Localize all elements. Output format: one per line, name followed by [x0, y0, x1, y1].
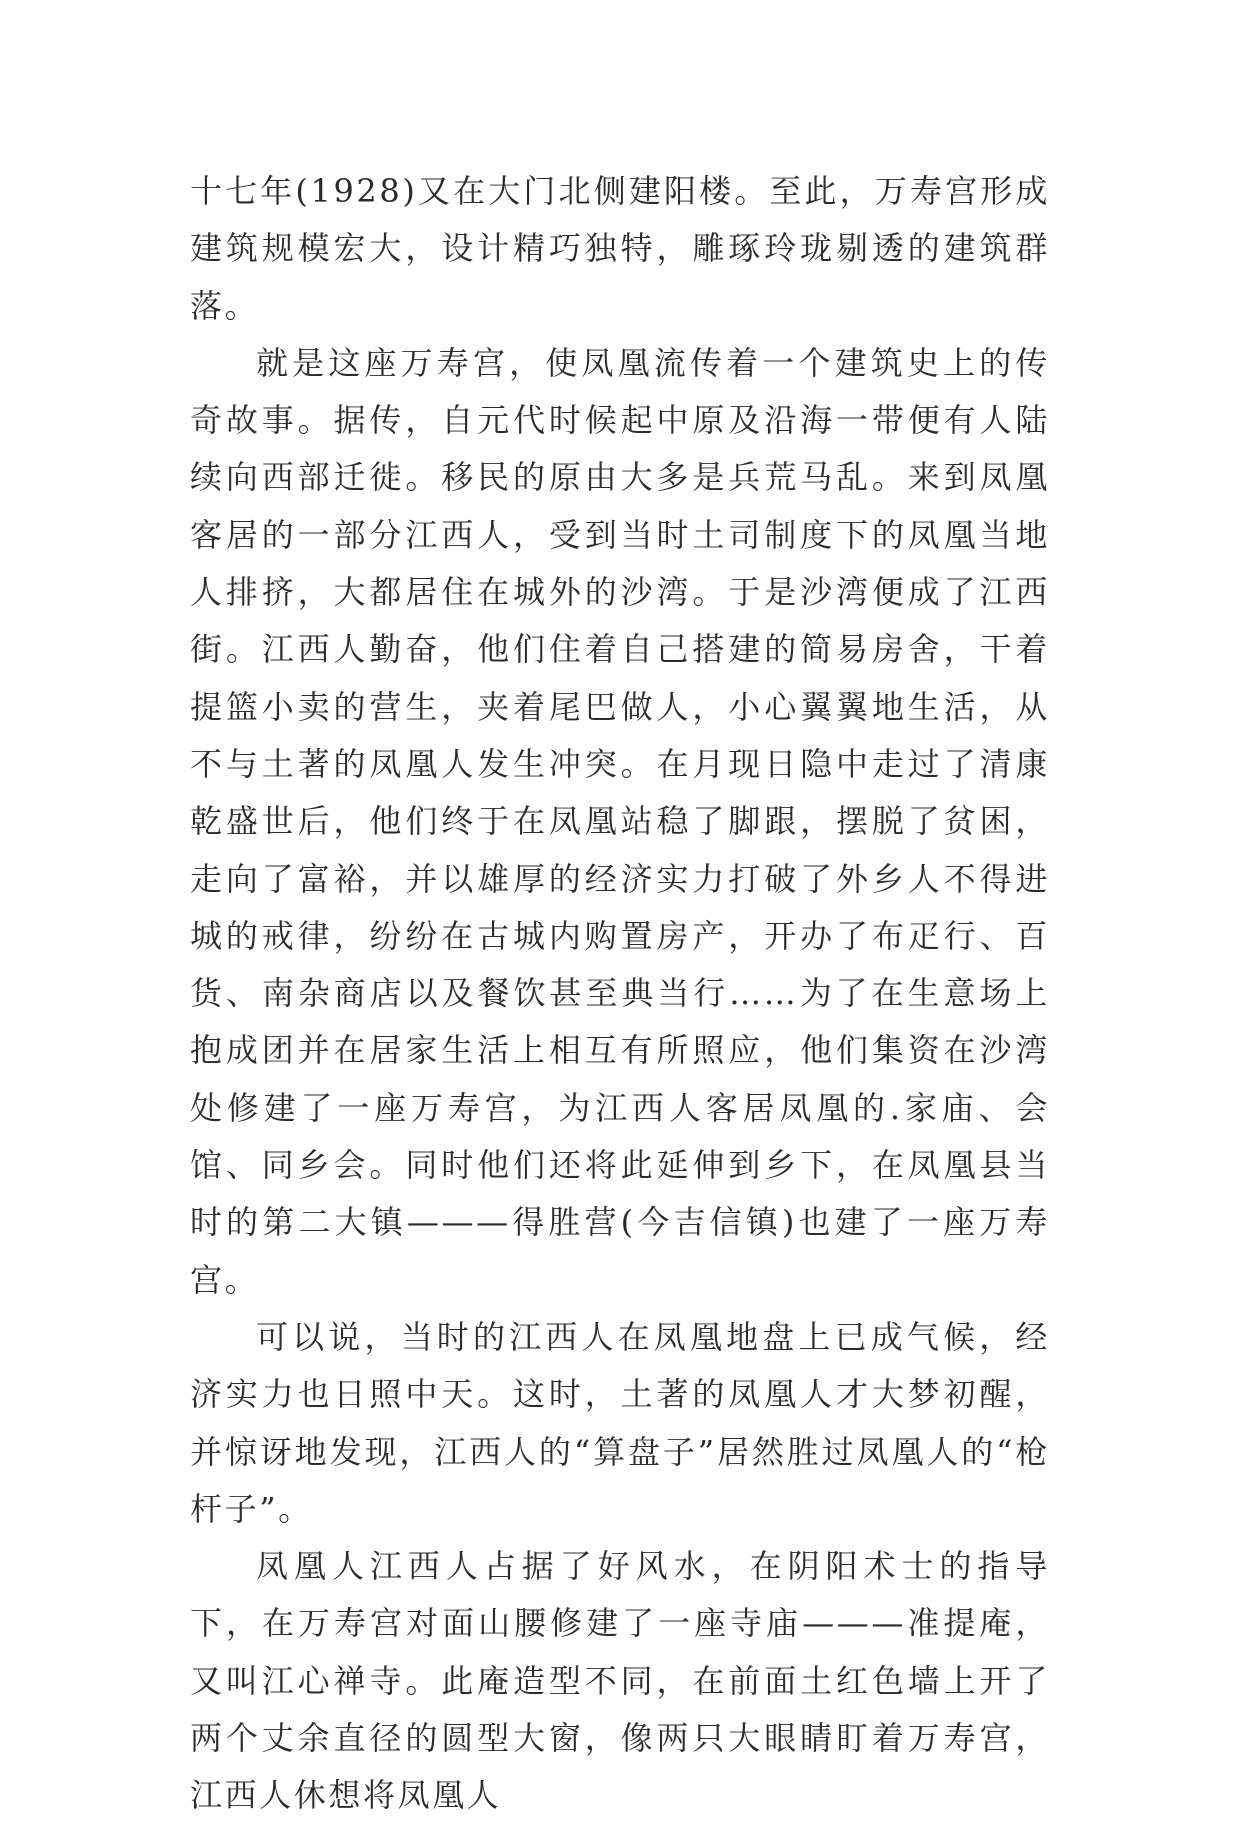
paragraph-jiangxi-influence: 可以说，当时的江西人在凤凰地盘上已成气候，经济实力也日照中天。这时，土著的凤凰人才大梦初醒，并惊讶地发现，江西人的“算盘子”居然胜过凤凰人的“枪杆子”。 — [190, 1317, 1050, 1528]
paragraph-wanshou-palace-legend: 就是这座万寿宫，使凤凰流传着一个建筑史上的传奇故事。据传，自元代时候起中原及沿海一带便有人陆续向西部迁徙。移民的原由大多是兵荒马乱。来到凤凰客居的一部分江西人，受到当时土司制度下的凤凰当地人排挤，大都居住在城外的沙湾。于是沙湾便成了江西街。江西人勤奋，他们住着自己搭建的简易房舍，干着提篮小卖的营生，夹着尾巴做人，小心翼翼地生活，从不与土著的凤凰人发生冲突。在月现日隐中走过了清康乾盛世后，他们终于在凤凰站稳了脚跟，摆脱了贫困，走向了富裕，并以雄厚的经济实力打破了外乡人不得进城的戒律，纷纷在古城内购置房产，开办了布疋行、百货、南杂商店以及餐饮甚至典当行……为了在生意场上抱成团并在居家生活上相互有所照应，他们集资在沙湾处修建了一座万寿宫，为江西人客居凤凰的.家庙、会馆、同乡会。同时他们还将此延伸到乡下，在凤凰县当时的第二大镇———得胜营(今吉信镇)也建了一座万寿宫。 — [190, 343, 1050, 1299]
paragraph-zhunti-temple: 凤凰人江西人占据了好风水，在阴阳术士的指导下，在万寿宫对面山腰修建了一座寺庙———准提庵，又叫江心禅寺。此庵造型不同，在前面土红色墙上开了两个丈余直径的圆型大窗，像两只大眼睛盯着万寿宫，江西人休想将凤凰人 — [190, 1547, 1050, 1815]
paragraph-continuation: 十七年(1928)又在大门北侧建阳楼。至此，万寿宫形成建筑规模宏大，设计精巧独特，雕琢玲珑剔透的建筑群落。 — [190, 172, 1050, 325]
document-body — [190, 163, 1050, 1825]
